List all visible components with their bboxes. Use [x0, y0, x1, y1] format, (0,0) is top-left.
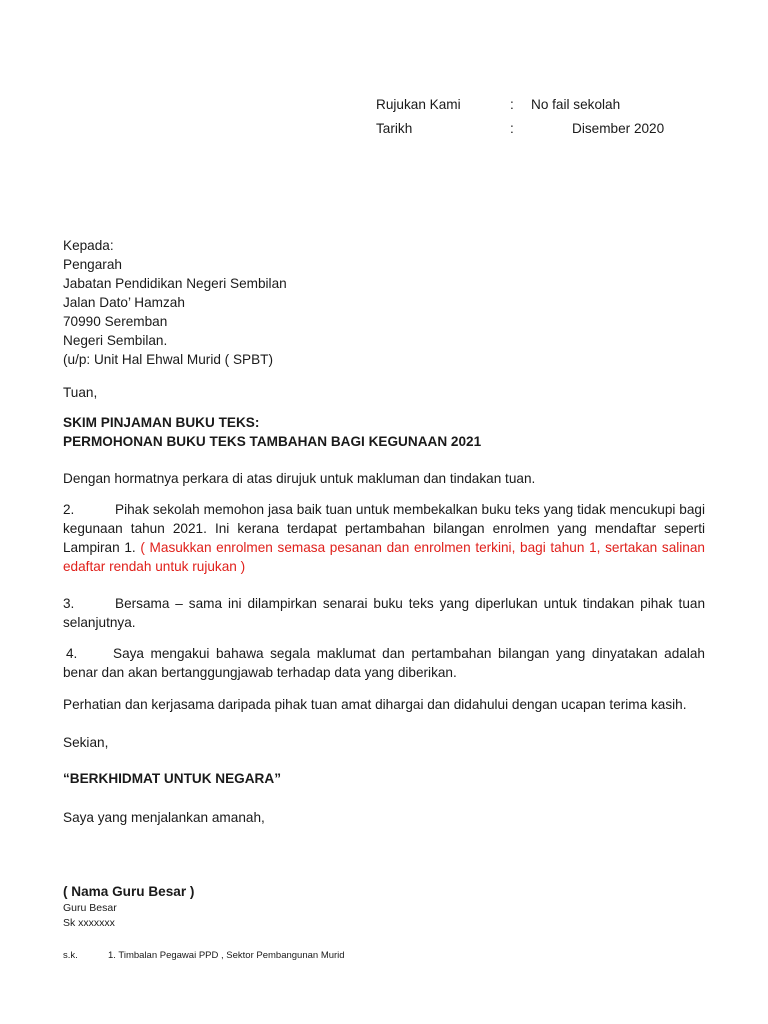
cc-label: s.k.	[63, 950, 78, 961]
reference-colon: :	[510, 97, 514, 112]
paragraph-4	[63, 644, 705, 682]
paragraph-4-number: 4.	[66, 646, 78, 661]
date-colon: :	[510, 121, 514, 136]
subject-line-1: SKIM PINJAMAN BUKU TEKS:	[63, 415, 260, 430]
cc-item: 1. Timbalan Pegawai PPD , Sektor Pembangunan Murid	[108, 950, 345, 961]
closing-sekian: Sekian,	[63, 735, 109, 750]
paragraph-2	[63, 500, 705, 576]
closing-motto: “BERKHIDMAT UNTUK NEGARA”	[63, 771, 281, 786]
recipient-line: Jabatan Pendidikan Negeri Sembilan	[63, 276, 287, 291]
paragraph-2-number: 2.	[63, 502, 75, 517]
paragraph-1: Dengan hormatnya perkara di atas dirujuk untuk makluman dan tindakan tuan.	[63, 471, 536, 486]
signatory-school: Sk xxxxxxx	[63, 917, 115, 929]
subject-line-2: PERMOHONAN BUKU TEKS TAMBAHAN BAGI KEGUNAAN 2021	[63, 434, 482, 449]
recipient-attention: (u/p: Unit Hal Ehwal Murid ( SPBT)	[63, 352, 274, 367]
salutation: Tuan,	[63, 385, 98, 400]
recipient-line: Negeri Sembilan.	[63, 333, 168, 348]
paragraph-4-text: Saya mengakui bahawa segala maklumat dan pertambahan bilangan yang dinyatakan adalah benar dan akan bertanggungjawab terhadap data yang diberikan.	[63, 646, 705, 680]
reference-value: No fail sekolah	[531, 97, 621, 112]
paragraph-3	[63, 594, 705, 632]
paragraph-5: Perhatian dan kerjasama daripada pihak tuan amat dihargai dan didahului dengan ucapan terima kasih.	[63, 697, 687, 712]
signatory-name: ( Nama Guru Besar )	[63, 884, 195, 899]
paragraph-2-text: Pihak sekolah memohon jasa baik tuan untuk membekalkan buku teks yang tidak mencukupi bagi kegunaan tahun 2021. Ini kerana terdapat pertambahan bilangan enrolmen yang mendaftar seperti Lampiran 1.	[63, 502, 705, 555]
date-label: Tarikh	[376, 121, 413, 136]
closing-trust: Saya yang menjalankan amanah,	[63, 810, 265, 825]
date-value: Disember 2020	[572, 121, 665, 136]
recipient-line: Pengarah	[63, 257, 122, 272]
recipient-to-label: Kepada:	[63, 238, 114, 253]
paragraph-2-note: ( Masukkan enrolmen semasa pesanan dan enrolmen terkini, bagi tahun 1, sertakan salinan edaftar rendah untuk rujukan )	[63, 540, 705, 574]
reference-label: Rujukan Kami	[376, 97, 461, 112]
paragraph-3-text: Bersama – sama ini dilampirkan senarai buku teks yang diperlukan untuk tindakan pihak tuan selanjutnya.	[63, 596, 705, 630]
recipient-line: Jalan Dato’ Hamzah	[63, 295, 185, 310]
paragraph-3-number: 3.	[63, 596, 75, 611]
recipient-line: 70990 Seremban	[63, 314, 168, 329]
signatory-title: Guru Besar	[63, 902, 117, 914]
